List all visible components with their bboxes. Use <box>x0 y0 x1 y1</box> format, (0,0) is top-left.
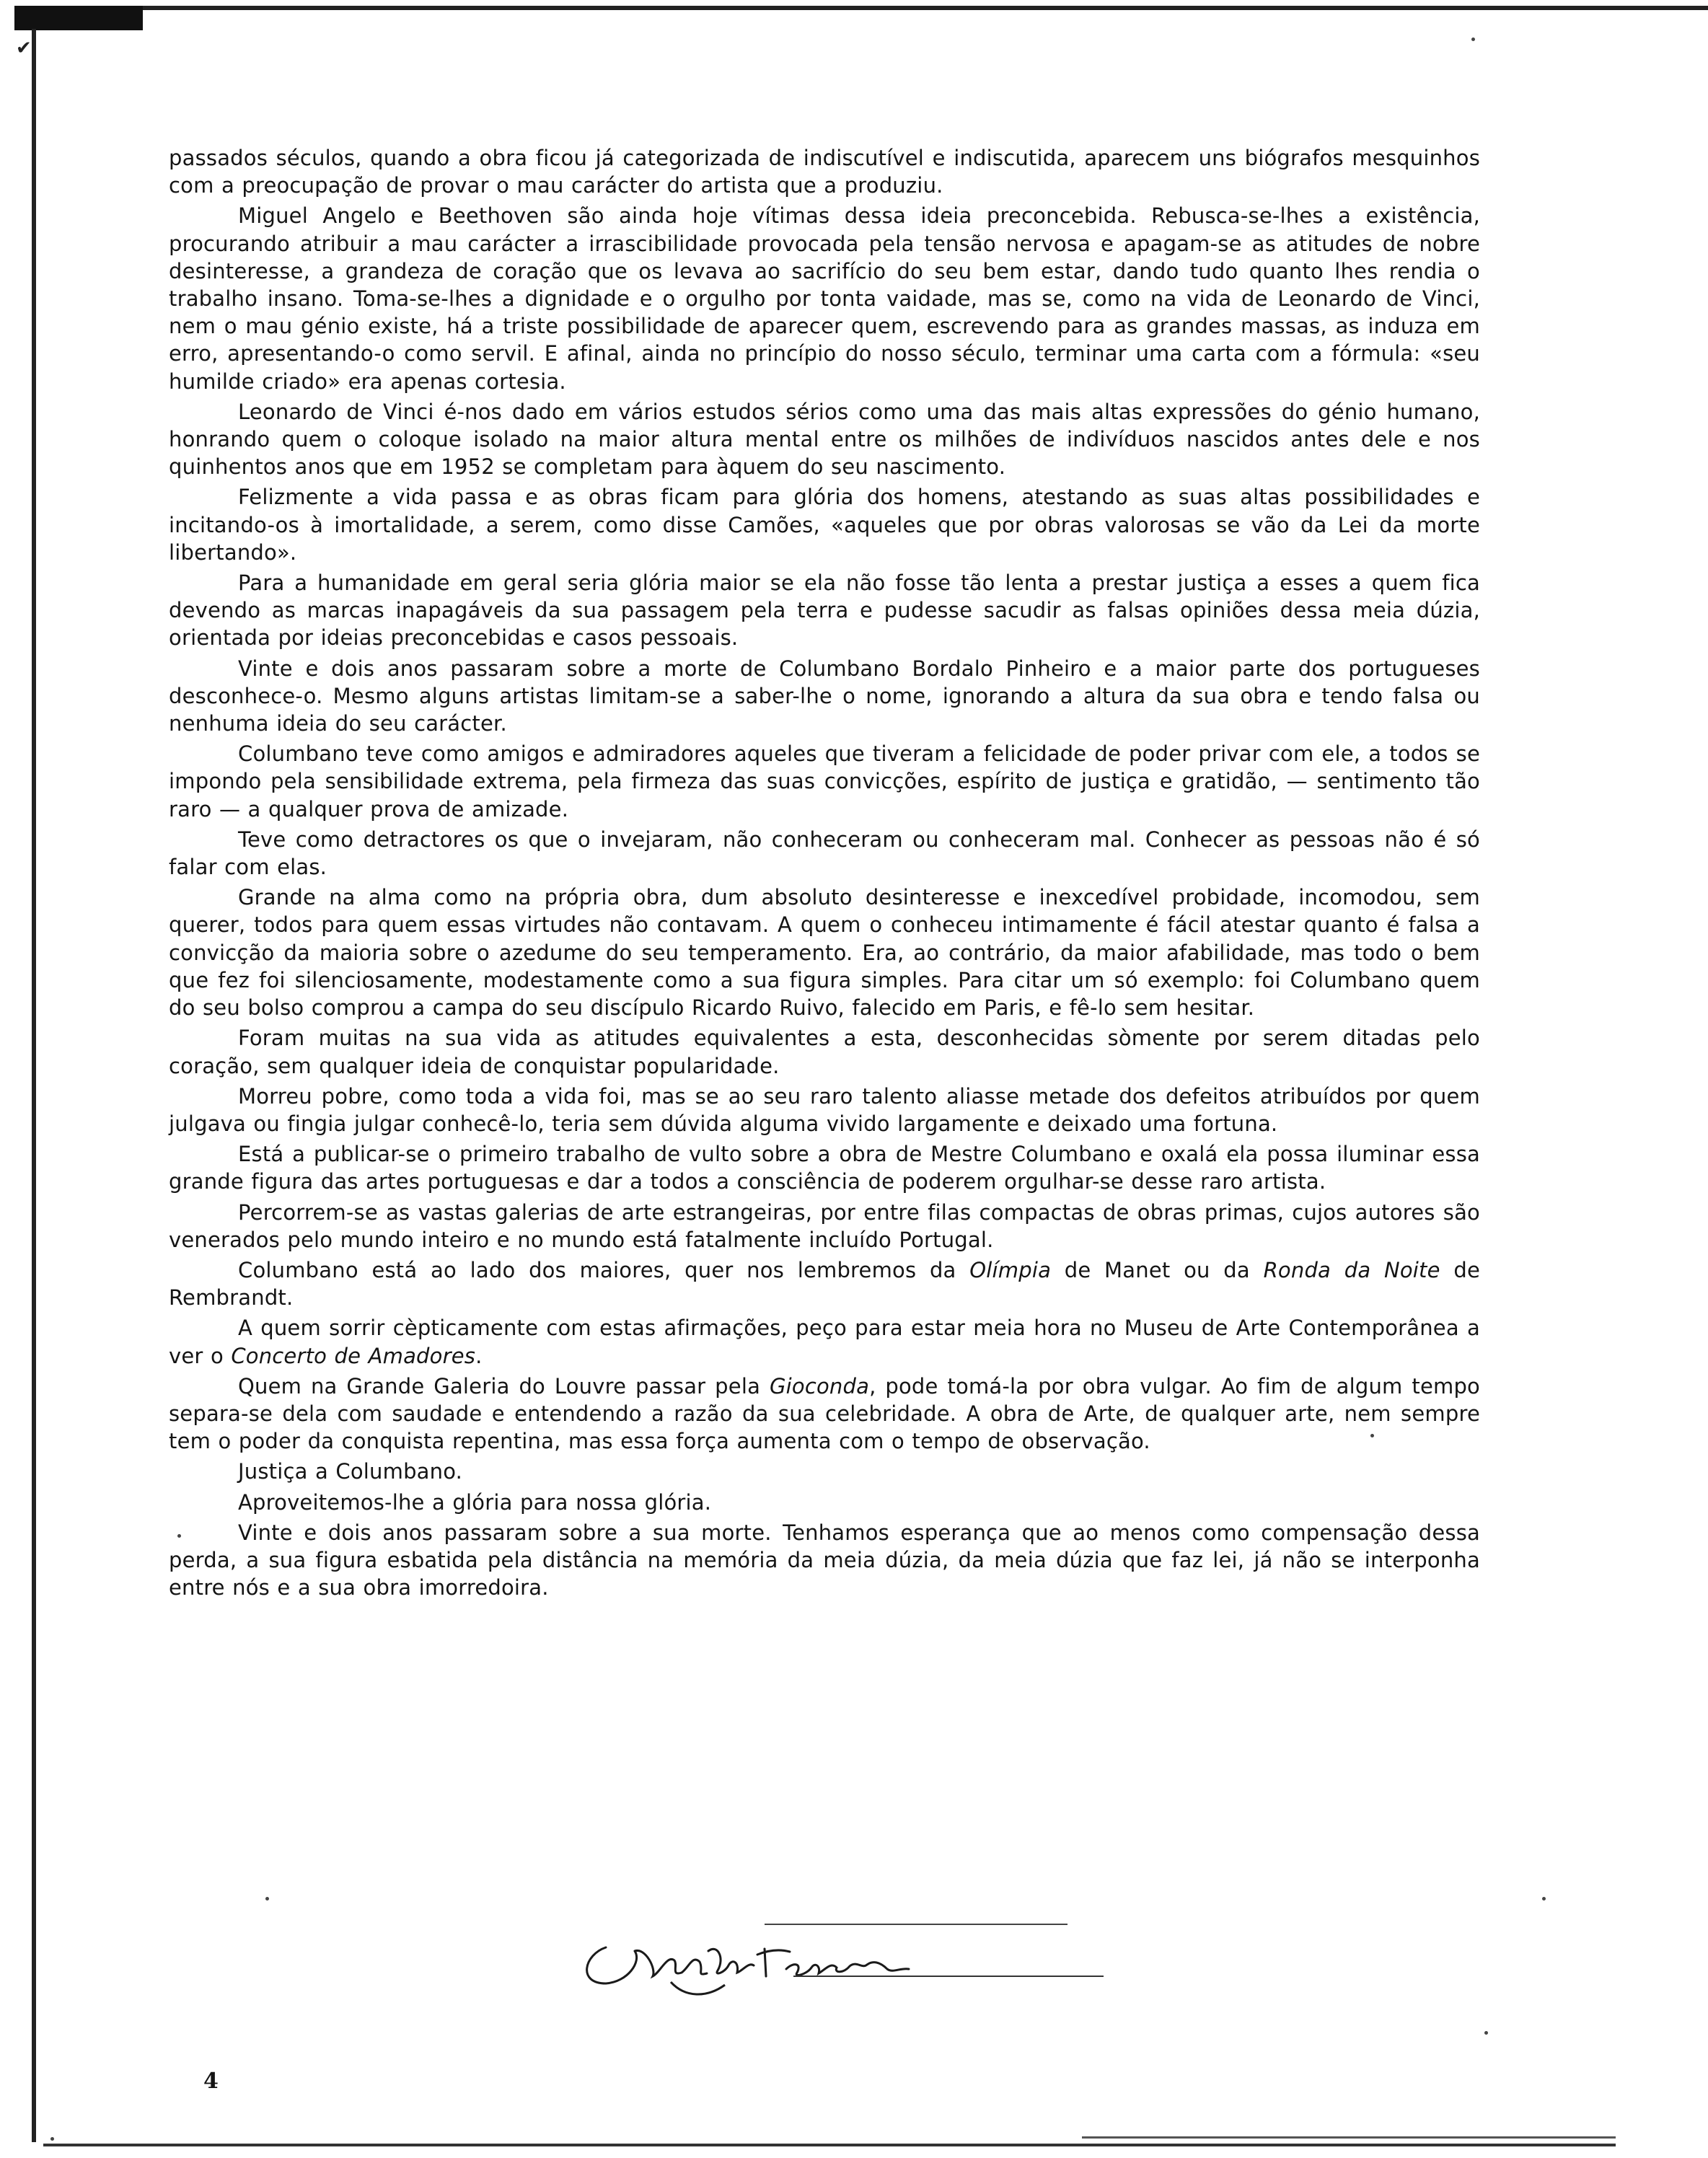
paragraph-text: . <box>475 1343 483 1368</box>
paragraph <box>169 740 1480 823</box>
paragraph-text: Columbano está ao lado dos maiores, quer nos lembremos da <box>238 1257 970 1282</box>
page-number: 4 <box>203 2069 219 2094</box>
paragraph-text: Vinte e dois anos passaram sobre a morte de Columbano Bordalo Pinheiro e a maior parte dos portugueses desconhece-o. Mesmo alguns artistas limitam-se a saber-lhe o nome, ignorando a altura da sua obra e tendo falsa ou nenhuma ideia do seu carácter. <box>169 656 1480 736</box>
paragraph <box>169 1083 1480 1137</box>
paragraph <box>169 569 1480 652</box>
scan-speck <box>1542 1897 1546 1901</box>
bottom-border-rule <box>43 2144 1616 2146</box>
paragraph-text: Grande na alma como na própria obra, dum absoluto desinteresse e inexcedível probidade, incomodou, sem querer, todos para quem essas virtudes não contavam. A quem o conheceu intimamente é fácil atestar quanto é falsa a convicção da maioria sobre o azedume do seu temperamento. Era, ao contrário, da maior afabilidade, mas todo o bem que fez foi silenciosamente, modestamente como a sua figura simples. Para citar um só exemplo: foi Columbano quem do seu bolso comprou a campa do seu discípulo Ricardo Ruivo, falecido em Paris, e fê-lo sem hesitar. <box>169 885 1480 1021</box>
paragraph <box>169 398 1480 481</box>
corner-check-mark-icon: ✔ <box>16 38 32 59</box>
paragraph-text: Quem na Grande Galeria do Louvre passar pela <box>238 1373 770 1399</box>
paragraph-text: A quem sorrir cèpticamente com estas afirmações, peço para estar meia hora no Museu de Arte Contemporânea a ver o <box>169 1316 1480 1368</box>
top-border-rule <box>14 6 1708 10</box>
top-left-black-tab <box>14 6 143 30</box>
italic-title-text: Concerto de Amadores <box>231 1343 476 1368</box>
paragraph-text: Felizmente a vida passa e as obras ficam para glória dos homens, atestando as suas altas possibilidades e incitando-os à imortalidade, a serem, como disse Camões, «aqueles que por obras valorosas se vão da Lei da morte libertando». <box>169 485 1480 565</box>
handwritten-signature <box>577 1904 1125 2005</box>
paragraph <box>169 1256 1480 1311</box>
paragraph-text: Foram muitas na sua vida as atitudes equivalentes a esta, desconhecidas sòmente por serem ditadas pelo coração, sem qualquer ideia de conquistar popularidade. <box>169 1026 1480 1078</box>
scan-speck <box>1484 2031 1488 2035</box>
paragraph-text: Justiça a Columbano. <box>238 1459 463 1484</box>
paragraph <box>169 144 1480 199</box>
italic-title-text: Ronda da Noite <box>1263 1257 1440 1282</box>
paragraph-text: Columbano teve como amigos e admiradores aqueles que tiveram a felicidade de poder privar com ele, a todos se impondo pela sensibilidade extrema, pela firmeza das suas convicções, espírito de justiça e gratidão, — sentimento tão raro — a qualquer prova de amizade. <box>169 741 1480 822</box>
paragraph <box>169 483 1480 566</box>
paragraph <box>169 655 1480 738</box>
paragraph-text: Vinte e dois anos passaram sobre a sua morte. Tenhamos esperança que ao menos como compensação dessa perda, a sua figura esbatida pela distância na memória da meia dúzia, da meia dúzia que faz lei, já não se interponha entre nós e a sua obra imorredoira. <box>169 1520 1480 1600</box>
scan-speck <box>50 2137 54 2141</box>
paragraph <box>169 202 1480 395</box>
paragraph <box>169 826 1480 881</box>
paragraph <box>169 1140 1480 1195</box>
paragraph <box>169 1458 1480 1485</box>
paragraph-text: Aproveitemos-lhe a glória para nossa glória. <box>238 1489 712 1515</box>
left-border-rule <box>32 29 36 2142</box>
italic-title-text: Gioconda <box>769 1373 870 1399</box>
italic-title-text: Olímpia <box>969 1257 1052 1282</box>
paragraph <box>169 1314 1480 1369</box>
paragraph-text: de Rembrandt. <box>169 1257 1480 1311</box>
signature-text <box>0 0 1 1</box>
paragraph-text: Percorrem-se as vastas galerias de arte estrangeiras, por entre filas compactas de obras primas, cujos autores são venerados pelo mundo inteiro e no mundo está fatalmente incluído Portugal. <box>169 1199 1480 1252</box>
paragraph <box>169 1199 1480 1254</box>
paragraph-text: Para a humanidade em geral seria glória maior se ela não fosse tão lenta a prestar justiça a esses a quem fica devendo as marcas inapagáveis da sua passagem pela terra e pudesse sacudir as falsas opiniões dessa meia dúzia, orientada por ideias preconcebidas e casos pessoais. <box>169 571 1480 651</box>
paragraph <box>169 1489 1480 1516</box>
paragraph-text: Miguel Angelo e Beethoven são ainda hoje vítimas dessa ideia preconcebida. Rebusca-se-lhes a existência, procurando atribuir a mau carácter a irrascibilidade provocada pela tensão nervosa e apagam-se as atitudes de nobre desinteresse, a grandeza de coração que os levava ao sacrifício do seu bem estar, dando tudo quanto lhes rendia o trabalho insano. Toma-se-lhes a dignidade e o orgulho por tonta vaidade, mas se, como na vida de Leonardo de Vinci, nem o mau génio existe, há a triste possibilidade de aparecer quem, escrevendo para as grandes massas, as induza em erro, apresentando-o como servil. E afinal, ainda no princípio do nosso século, terminar uma carta com a fórmula: «seu humilde criado» era apenas cortesia. <box>169 203 1480 394</box>
paragraph <box>169 1024 1480 1079</box>
paragraph-text: Leonardo de Vinci é-nos dado em vários estudos sérios como uma das mais altas expressões do génio humano, honrando quem o coloque isolado na maior altura mental entre os milhões de indivíduos nascidos antes dele e nos quinhentos anos que em 1952 se completam para àquem do seu nascimento. <box>169 399 1480 480</box>
paragraph-text: de Manet ou da <box>1051 1257 1264 1282</box>
paragraph-text: passados séculos, quando a obra ficou já categorizada de indiscutível e indiscutida, aparecem uns biógrafos mesquinhos com a preocupação de provar o mau carácter do artista que a produziu. <box>169 146 1480 198</box>
article-body <box>169 144 1480 1604</box>
paragraph <box>169 1519 1480 1602</box>
scan-speck <box>1471 38 1475 41</box>
paragraph <box>169 884 1480 1021</box>
bottom-border-rule-secondary <box>1082 2136 1616 2139</box>
scan-speck <box>265 1897 269 1901</box>
paragraph-text: Morreu pobre, como toda a vida foi, mas se ao seu raro talento aliasse metade dos defeitos atribuídos por quem julgava ou fingia julgar conhecê-lo, teria sem dúvida alguma vivido largamente e deixado uma fortuna. <box>169 1083 1480 1136</box>
paragraph-text: Teve como detractores os que o invejaram, não conheceram ou conheceram mal. Conhecer as pessoas não é só falar com elas. <box>169 827 1480 880</box>
paragraph-text: Está a publicar-se o primeiro trabalho de vulto sobre a obra de Mestre Columbano e oxalá ela possa iluminar essa grande figura das artes portuguesas e dar a todos a consciência de poderem orgulhar-se desse raro artista. <box>169 1142 1480 1194</box>
paragraph <box>169 1373 1480 1455</box>
paragraph-text: , pode tomá-la por obra vulgar. Ao fim de algum tempo separa-se dela com saudade e entendendo a razão da sua celebridade. A obra de Arte, de qualquer arte, nem sempre tem o poder da conquista repentina, mas essa força aumenta com o tempo de observação. <box>169 1373 1480 1454</box>
